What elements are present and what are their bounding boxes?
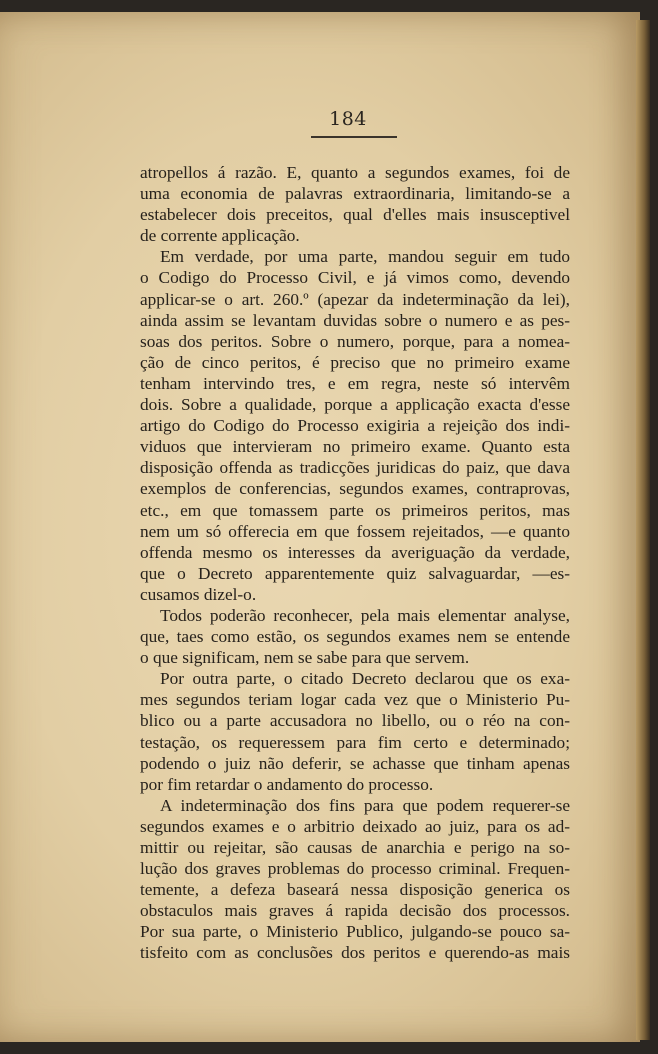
text-line: Todos poderão reconhecer, pela mais elementar analyse,: [160, 605, 570, 625]
book-page: [0, 12, 640, 1042]
text-line: estabelecer dois preceitos, qual d'elles mais insusceptivel: [140, 205, 570, 225]
text-line: ção de cinco peritos, é preciso que no primeiro exame: [140, 352, 570, 372]
text-line: Por outra parte, o citado Decreto declarou que os exa-: [160, 669, 570, 689]
text-line: por fim retardar o andamento do processo.: [140, 774, 434, 794]
text-line: obstaculos mais graves á rapida decisão dos processos.: [140, 901, 570, 921]
text-line: testação, os requeressem para fim certo e determinado;: [140, 732, 570, 752]
text-line: lução dos graves problemas do processo criminal. Frequen-: [140, 859, 570, 879]
text-line: podendo o juiz não deferir, se achasse que tinham apenas: [140, 753, 570, 773]
text-line: tisfeito com as conclusões dos peritos e querendo-as mais: [140, 943, 570, 963]
text-line: blico ou a parte accusadora no libello, ou o réo na con-: [140, 711, 570, 731]
text-line: de corrente applicação.: [140, 226, 300, 246]
text-line: segundos exames e o arbitrio deixado ao juiz, para os ad-: [140, 816, 570, 836]
text-line: soas dos peritos. Sobre o numero, porque, para a nomea-: [140, 331, 570, 351]
text-line: que o Decreto apparentemente quiz salvaguardar, —es-: [140, 563, 570, 583]
text-line: Em verdade, por uma parte, mandou seguir em tudo: [160, 247, 570, 267]
text-line: nem um só offerecia em que fossem rejeitados, —e quanto: [140, 521, 570, 541]
text-line: A indeterminação dos fins para que podem requerer-se: [160, 795, 570, 815]
text-line: mittir ou rejeitar, são causas de anarchia e perigo na so-: [140, 838, 570, 857]
text-line: Por sua parte, o Ministerio Publico, julgando-se pouco sa-: [140, 922, 570, 942]
page-number: 184: [329, 108, 367, 130]
text-line: etc., em que tomassem parte os primeiros peritos, mas: [140, 500, 570, 520]
text-line: dois. Sobre a qualidade, porque a applicação exacta d'esse: [140, 395, 570, 415]
page-edge: [636, 20, 650, 1040]
text-line: exemplos de conferencias, segundos exames, contraprovas,: [140, 479, 570, 499]
text-line: applicar-se o art. 260.º (apezar da indeterminação da lei),: [140, 289, 570, 309]
text-line: artigo do Codigo do Processo exigiria a rejeição dos indi-: [140, 416, 570, 436]
text-line: temente, a defeza baseará nessa disposição generica os: [140, 880, 570, 900]
text-line: o Codigo do Processo Civil, e já vimos como, devendo: [140, 268, 570, 288]
text-line: uma economia de palavras extraordinaria, limitando-se a: [140, 184, 570, 204]
text-line: mes segundos teriam logar cada vez que o Ministerio Pu-: [140, 690, 570, 710]
text-line: o que significam, nem se sabe para que servem.: [140, 648, 470, 668]
text-line: tenham intervindo tres, e em regra, neste só intervêm: [140, 373, 570, 393]
body-text: [140, 162, 570, 964]
text-line: atropellos á razão. E, quanto a segundos exames, foi de: [140, 163, 570, 182]
text-line: offenda mesmo os interesses da averiguação da verdade,: [140, 542, 570, 562]
text-line: disposição offenda as tradicções juridicas do paiz, que dava: [140, 458, 570, 478]
page-number-rule: [311, 136, 397, 138]
text-line: cusamos dizel-o.: [140, 584, 257, 604]
text-line: viduos que intervieram no primeiro exame. Quanto esta: [140, 437, 570, 457]
text-line: ainda assim se levantam duvidas sobre o numero e as pes-: [140, 310, 570, 330]
text-line: que, taes como estão, os segundos exames nem se entende: [140, 627, 570, 647]
